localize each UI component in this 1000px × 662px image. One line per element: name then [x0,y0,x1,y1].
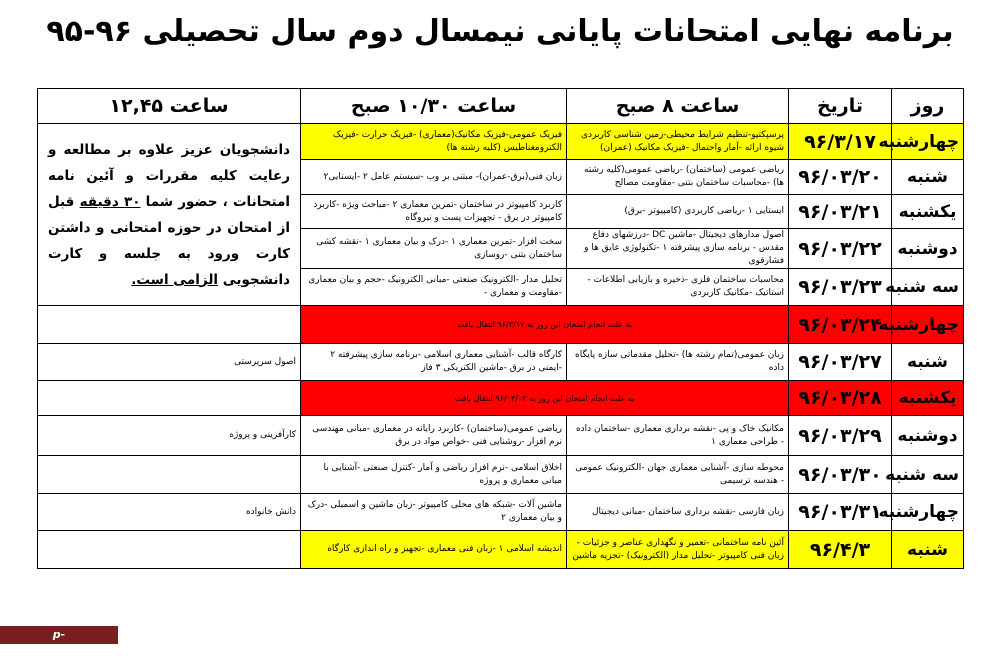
header-date: تاریخ [789,89,892,124]
cell-slot-1030am: ماشین آلات -شبکه های محلی کامپیوتر -زبان ماشین و اسمبلی -درک و بیان معماری ۲ [301,494,567,531]
cell-day: چهارشنبه [892,124,964,160]
cell-date: ۹۶/۰۳/۲۷ [789,344,892,381]
cell-slot-8am: ریاضی عمومی (ساختمان) -ریاضی عمومی(کلیه رشته ها) -محاسبات ساختمان بتنی -مقاومت مصالح [567,160,789,195]
cell-slot-1245 [38,306,301,344]
table-row [38,306,964,344]
note-text: دانشجویان عزیز علاوه بر مطالعه و رعایت کلیه مقررات و آئین نامه امتحانات ، حضور شما [48,141,290,210]
header-slot-8am: ساعت ۸ صبح [567,89,789,124]
cell-slot-1245 [38,531,301,569]
cell-slot-1030am: زبان فنی(برق-عمران)- مبتنی بر وب -سیستم عامل ۲ -ایستایی۲ [301,160,567,195]
cell-date: ۹۶/۴/۳ [789,531,892,569]
cell-slot-1245: دانش خانواده [38,494,301,531]
cell-day: دوشنبه [892,229,964,269]
header-slot-1030am: ساعت ۱۰/۳۰ صبح [301,89,567,124]
cell-slot-1030am: سخت افزار -تمرین معماری ۱ -درک و بیان معماری ۱ -نقشه کشی ساختمان بتنی -روسازی [301,229,567,269]
cell-day: یکشنبه [892,381,964,416]
note-highlight: ۳۰ دقیقه [79,193,141,210]
cell-slot-8am: پرسپکتیو-تنظیم شرایط محیطی-زمین شناسی کاربردی شیوه ارائه -آمار واحتمال -فیزیک مکانیک (عمران) [567,124,789,160]
site-watermark: p-estahban.nus.ac.ir [1,628,117,659]
table-row [38,456,964,494]
cell-date: ۹۶/۰۳/۲۳ [789,269,892,306]
cell-slot-1245 [38,381,301,416]
cell-date: ۹۶/۰۳/۲۴ [789,306,892,344]
cell-slot-8am: زبان عمومی(تمام رشته ها) -تحلیل مقدماتی سازه پایگاه داده [567,344,789,381]
cell-date: ۹۶/۰۳/۲۱ [789,195,892,229]
cell-slot-8am: محوطه سازی -آشنایی معماری جهان -الکترونیک عمومی - هندسه ترسیمی [567,456,789,494]
cell-date: ۹۶/۰۳/۲۲ [789,229,892,269]
cell-date: ۹۶/۰۳/۲۰ [789,160,892,195]
cell-slot-1030am: کاربرد کامپیوتر در ساختمان -تمرین معماری ۲ -مباحث ویژه -کاربرد کامپیوتر در برق - تجهیزات پست و نیروگاه [301,195,567,229]
table-row [38,124,964,160]
cell-day: شنبه [892,344,964,381]
cell-day: چهارشنبه [892,306,964,344]
table-header-row [38,89,964,124]
header-slot-1245: ساعت ۱۲,۴۵ [38,89,301,124]
cell-day: شنبه [892,531,964,569]
cell-slot-1245 [38,456,301,494]
cell-day: سه شنبه [892,456,964,494]
instructions-note [38,124,301,306]
cell-slot-1030am: فیزیک عمومی-فیزیک مکانیک(معماری) -فیزیک حرارت -فیزیک الکترومغناطیس (کلیه رشته ها) [301,124,567,160]
note-emphasis: الزامی است. [131,271,219,288]
cell-slot-1030am: کارگاه قالب -آشنایی معماری اسلامی -برنامه سازی پیشرفته ۲ -ایمنی در برق -ماشین الکتریکی ۳ فاز [301,344,567,381]
cell-date: ۹۶/۰۳/۳۱ [789,494,892,531]
cell-date: ۹۶/۳/۱۷ [789,124,892,160]
table-row [38,531,964,569]
cell-closed-notice: به علت انجام امتحان این روز به ۹۶/۰۴/۰۳ انتقال یافت [301,381,789,416]
cell-slot-1030am: ریاضی عمومی(ساختمان) -کاربرد رایانه در معماری -مبانی مهندسی نرم افزار -روشنایی فنی -خواص مواد در برق [301,416,567,456]
cell-date: ۹۶/۰۳/۳۰ [789,456,892,494]
cell-slot-8am: مکانیک خاک و پی -نقشه برداری معماری -ساختمان داده - طراحی معماری ۱ [567,416,789,456]
page-title: برنامه نهایی امتحانات پایانی نیمسال دوم سال تحصیلی ۹۶-۹۵ [46,14,954,49]
cell-slot-8am: ایستایی ۱ -ریاضی کاربردی (کامپیوتر -برق) [567,195,789,229]
cell-day: چهارشنبه [892,494,964,531]
table-row [38,494,964,531]
cell-slot-8am: آئین نامه ساختمانی -تعمیر و نگهداری عناصر و جزئیات - زبان فنی کامپیوتر -تحلیل مدار (الکترونیک) -تجزیه ماشین [567,531,789,569]
cell-slot-8am: محاسبات ساختمان فلزی -ذخیره و بازیابی اطلاعات - استاتیک -مکانیک کاربردی [567,269,789,306]
cell-date: ۹۶/۰۳/۲۸ [789,381,892,416]
cell-slot-1030am: اخلاق اسلامی -نرم افزار ریاضی و آمار -کنترل صنعتی -آشنایی با مبانی معماری و پروژه [301,456,567,494]
table-row [38,416,964,456]
cell-slot-1030am: تحلیل مدار -الکترونیک صنعتی -مبانی الکترونیک -حجم و بیان معماری -مقاومت و معماری - [301,269,567,306]
cell-date: ۹۶/۰۳/۲۹ [789,416,892,456]
cell-day: دوشنبه [892,416,964,456]
note-text: قبل از امتحان در حوزه امتحانی و داشتن کارت ورود به جلسه و کارت دانشجویی [48,193,290,288]
cell-day: یکشنبه [892,195,964,229]
exam-schedule-table [37,88,964,569]
cell-slot-1245: کارآفرینی و پروژه [38,416,301,456]
table-body [38,124,964,569]
cell-day: سه شنبه [892,269,964,306]
cell-slot-1030am: اندیشه اسلامی ۱ -زبان فنی معماری -تجهیز و راه اندازی کارگاه [301,531,567,569]
table-row [38,344,964,381]
header-day: روز [892,89,964,124]
cell-slot-8am: اصول مدارهای دیجیتال -ماشین DC -درزشهای دفاع مقدس - برنامه سازی پیشرفته ۱ -تکنولوژی عایق ها و فشارقوی [567,229,789,269]
cell-slot-8am: زبان فارسی -نقشه برداری ساختمان -مبانی دیجیتال [567,494,789,531]
cell-closed-notice: به علت انجام امتحان این روز به ۹۶/۳/۱۷ انتقال یافت [301,306,789,344]
cell-slot-1245: اصول سرپرستی [38,344,301,381]
cell-day: شنبه [892,160,964,195]
table-row [38,381,964,416]
